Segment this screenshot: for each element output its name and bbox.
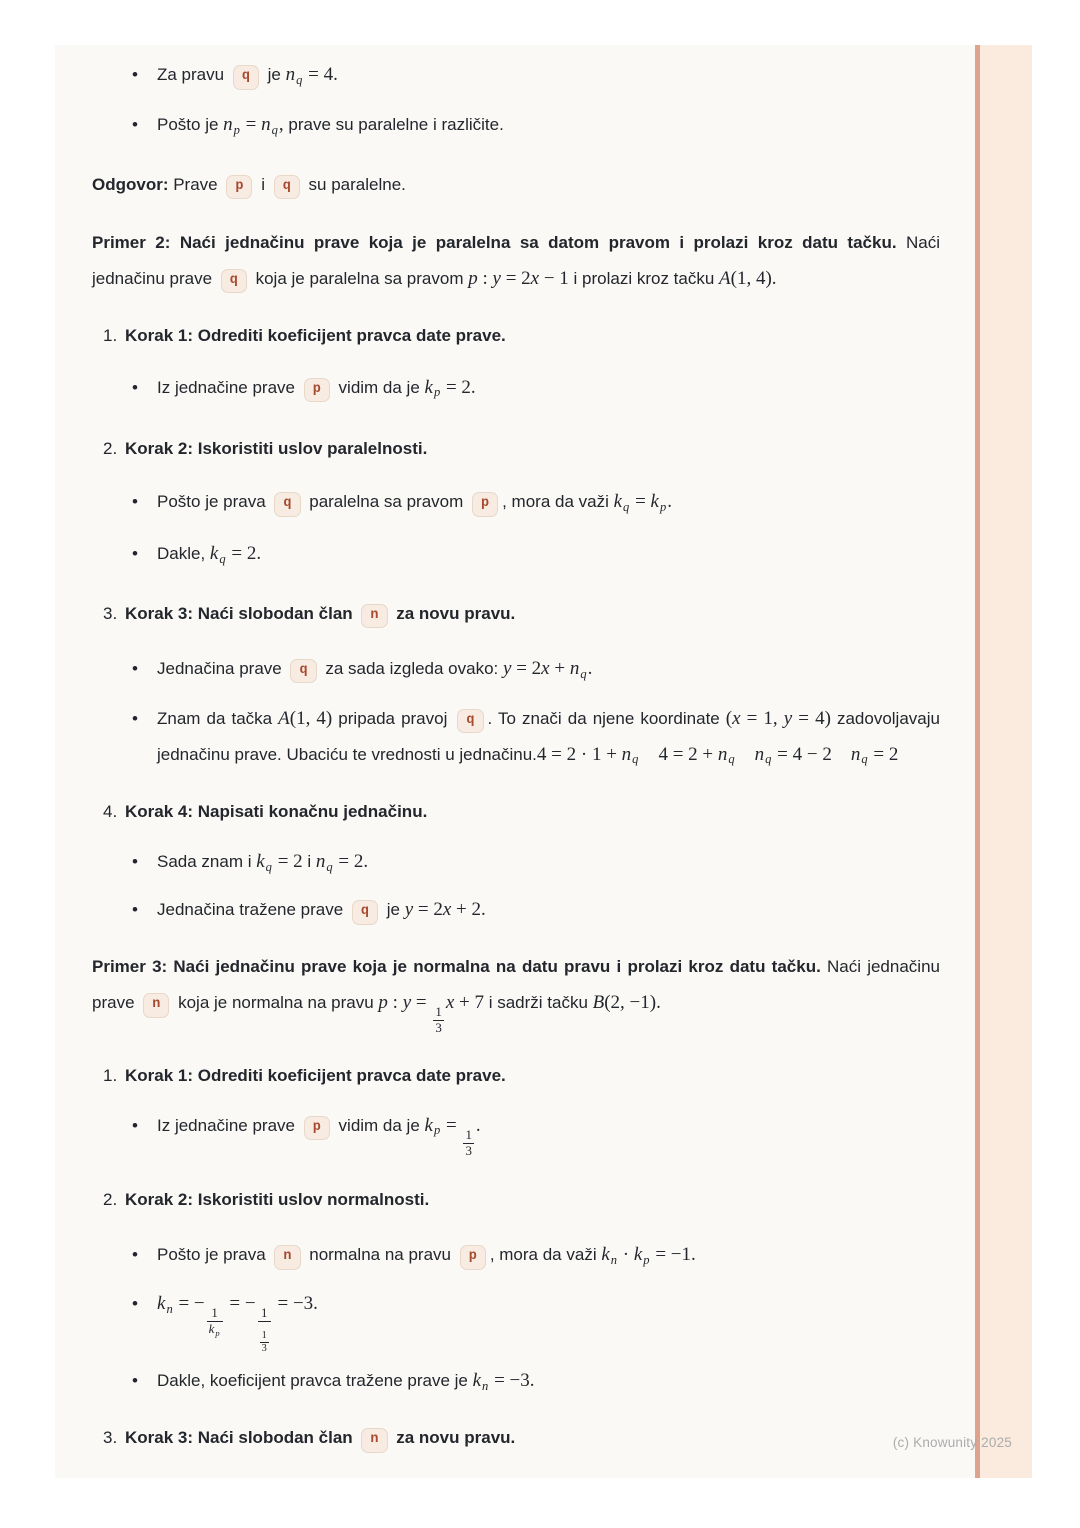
step-text: Korak 1: Odrediti koeficijent pravca date prave.: [125, 1065, 506, 1085]
code-chip: n: [361, 1428, 387, 1453]
bullet-item: [132, 1363, 940, 1404]
bullet-text: • Jednačina tražene prave q je y = 2x + 2.: [157, 892, 940, 928]
fraction: $\frac{1}{3}$: [465, 1126, 472, 1158]
code-chip: p: [472, 492, 498, 517]
bullet-text: • Dakle, kq = 2.: [157, 543, 262, 566]
code-chip: n: [274, 1245, 300, 1270]
bullet-item: [132, 370, 940, 411]
code-chip: n: [143, 993, 169, 1018]
math-expression: kq = 2: [256, 851, 303, 874]
math-expression: kn = − $\frac{1}{kp}$ = − $\frac{1}{\frac{1}{3}}$ = −3.: [157, 1293, 318, 1354]
step-item: [103, 794, 940, 830]
math-expression: y = 2x + 2.: [404, 899, 486, 920]
primer-3-paragraph: Primer 3: Naći jednačinu prave koja je normalna na datu pravu i prolazi kroz datu tačku. Naći jednačinu prave n koja je normalna na pravu p : y = $\frac{1}{3}$ x + 7 i sadrži tačku B(2, −1).: [92, 957, 940, 1035]
step-number: 3.: [103, 603, 118, 623]
bullet-text: • Pošto je np = nq, prave su paralelne i različite.: [157, 113, 504, 137]
step-number: 4.: [103, 802, 118, 822]
math-expression: B(2, −1).: [592, 992, 661, 1013]
bullet-item: [132, 651, 940, 692]
code-chip: p: [226, 175, 252, 200]
code-chip: q: [457, 709, 483, 734]
bullet-item: [132, 1108, 940, 1159]
math-expression: kn = −3.: [472, 1370, 535, 1394]
math-expression: kq = kp.: [613, 491, 672, 514]
fraction: $\frac{1}{3}$: [435, 1004, 442, 1035]
bullet-item: [132, 484, 940, 525]
fraction: $\frac{1}{\frac{1}{3}}$: [258, 1306, 271, 1354]
primer-2-paragraph: Primer 2: Naći jednačinu prave koja je paralelna sa datom pravom i prolazi kroz datu tačku. Naći jednačinu prave q koja je paralelna sa pravom p : y = 2x − 1 i prolazi kroz tačku A(1, 4).: [92, 225, 940, 297]
bullet-text: • Iz jednačine prave p vidim da je kp = $\frac{1}{3}$ .: [157, 1114, 481, 1158]
bullet-item: [132, 892, 940, 928]
bullet-item: [132, 1286, 940, 1354]
code-chip: q: [290, 659, 316, 684]
accent-panel: [980, 45, 1032, 1478]
math-expression: kp = $\frac{1}{3}$ .: [424, 1114, 481, 1158]
bullet-text: [157, 1286, 940, 1354]
math-expression: A(1, 4).: [719, 267, 777, 289]
bullet-item: [132, 1237, 940, 1278]
content-card: [55, 45, 975, 1478]
bullet-item: [132, 107, 940, 148]
step-item: [103, 1182, 940, 1218]
math-expression: np = nq,: [223, 113, 284, 137]
bullet-text: • Jednačina prave q za sada izgleda ovako: y = 2x + nq.: [157, 651, 940, 692]
step-number: 2.: [103, 1190, 118, 1210]
bullet-text: • Znam da tačka A(1, 4) pripada pravoj q . To znači da njene koordinate (x = 1, y = 4) zadovoljavaju jednačinu prave. Ubaciću te vrednosti u jednačinu.4 = 2 · 1 + nq 4 = 2 + nq nq = 4 − 2 nq = 2: [157, 707, 940, 767]
math-expression: nq = 4.: [285, 64, 338, 87]
bullet-item: [132, 57, 940, 98]
math-expression: kn · kp = −1.: [601, 1244, 696, 1268]
bullet-item: [132, 701, 940, 778]
bullet-item: [132, 536, 940, 577]
bullet-text: • Sada znam i kq = 2 i nq = 2.: [157, 851, 369, 874]
answer-paragraph: Odgovor: Prave p i q su paralelne.: [92, 167, 940, 203]
bullet-text: • Pošto je prava n normalna na pravu p , mora da važi kn · kp = −1.: [157, 1237, 940, 1278]
math-expression: (x = 1, y = 4): [725, 707, 831, 729]
step-item: [103, 1058, 940, 1094]
step-number: 2.: [103, 439, 118, 459]
watermark: (c) Knowunity 2025: [892, 1435, 1012, 1450]
code-chip: p: [304, 1116, 330, 1141]
step-text: Korak 1: Odrediti koeficijent pravca date prave.: [125, 325, 506, 345]
math-expression: p : y = 2x − 1: [468, 267, 569, 289]
code-chip: q: [274, 175, 300, 200]
math-expression: p : y = $\frac{1}{3}$ x + 7: [378, 992, 484, 1035]
fraction: $\frac{1}{kp}$: [207, 1306, 223, 1338]
bullet-text: • Iz jednačine prave p vidim da je kp = 2.: [157, 370, 940, 411]
step-item: [103, 596, 940, 632]
code-chip: q: [274, 492, 300, 517]
step-text: Korak 2: Iskoristiti uslov paralelnosti.: [125, 439, 428, 459]
code-chip: n: [361, 604, 387, 629]
step-number: 3.: [103, 1428, 118, 1448]
bullet-text: • Dakle, koeficijent pravca tražene prave je kn = −3.: [157, 1370, 535, 1394]
step-text: Korak 3: Naći slobodan član n za novu pravu.: [125, 596, 940, 632]
code-chip: p: [304, 378, 330, 403]
step-number: 1.: [103, 1065, 118, 1085]
fraction: $\frac{1}{3}$: [261, 1329, 267, 1354]
math-expression: kq = 2.: [209, 543, 262, 566]
step-item: [103, 318, 940, 354]
math-expression: nq = 2.: [315, 851, 369, 874]
math-expression: y = 2x + nq.: [503, 657, 593, 681]
step-text: Korak 4: Napisati konačnu jednačinu.: [125, 802, 428, 822]
code-chip: p: [460, 1245, 486, 1270]
step-text: Korak 2: Iskoristiti uslov normalnosti.: [125, 1190, 430, 1210]
code-chip: q: [233, 65, 259, 90]
code-chip: q: [221, 269, 247, 294]
step-text: Korak 3: Naći slobodan član n za novu pravu.: [125, 1420, 940, 1456]
math-expression: 4 = 2 · 1 + nq 4 = 2 + nq nq = 4 − 2 nq = 2: [536, 743, 899, 767]
step-number: 1.: [103, 325, 118, 345]
code-chip: q: [352, 900, 378, 925]
bullet-text: • Za pravu q je nq = 4.: [157, 57, 940, 98]
math-expression: A(1, 4): [278, 707, 333, 729]
bullet-text: • Pošto je prava q paralelna sa pravom p , mora da važi kq = kp.: [157, 484, 940, 525]
math-expression: kp = 2.: [424, 376, 476, 400]
step-item: [103, 431, 940, 467]
bullet-item: [132, 844, 940, 885]
step-item: [103, 1420, 940, 1456]
